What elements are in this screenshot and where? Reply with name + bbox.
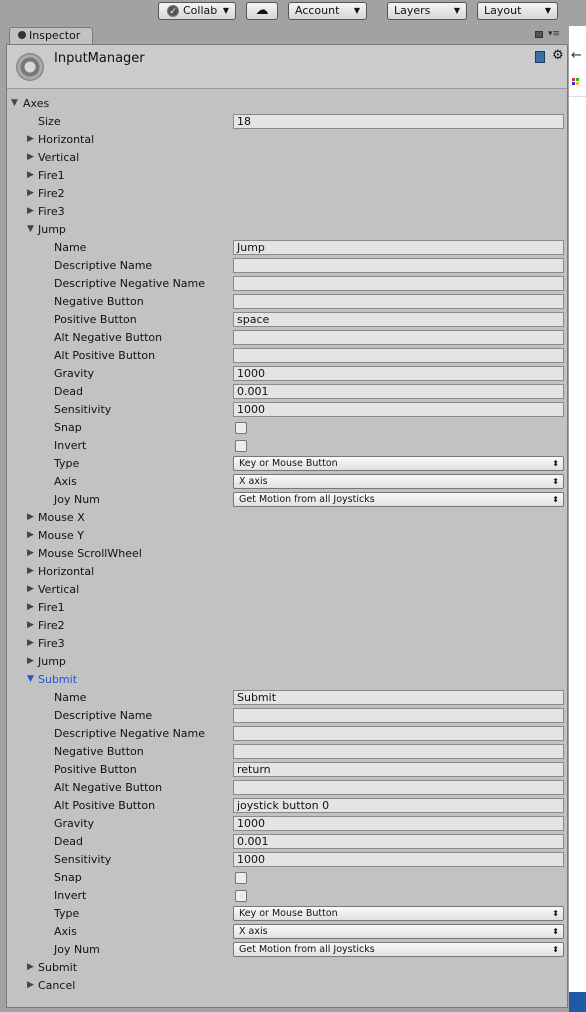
jump-joy-num-row bbox=[7, 491, 567, 509]
axis-item-label: Mouse X bbox=[38, 511, 85, 524]
jump-type-row bbox=[7, 455, 567, 473]
expanded-arrow-icon: ▼ bbox=[27, 224, 34, 234]
field-label: Descriptive Negative Name bbox=[54, 277, 206, 290]
submit-descriptive-negative-name-row bbox=[7, 725, 567, 743]
field-label: Alt Positive Button bbox=[54, 349, 156, 362]
collapsed-arrow-icon: ▶ bbox=[27, 620, 34, 630]
app-grid-icon-part bbox=[576, 82, 579, 85]
submit-invert-row bbox=[7, 887, 567, 905]
collapsed-arrow-icon: ▶ bbox=[27, 584, 34, 594]
submit-type-dropdown[interactable] bbox=[233, 906, 564, 921]
field-label: Snap bbox=[54, 421, 82, 434]
page-title: InputManager bbox=[54, 51, 145, 66]
dropdown-value: X axis bbox=[239, 926, 268, 937]
axis-item-vertical-2[interactable] bbox=[7, 581, 567, 599]
axis-item-label: Mouse Y bbox=[38, 529, 84, 542]
field-label: Descriptive Name bbox=[54, 259, 153, 272]
jump-descriptive-name-field[interactable] bbox=[233, 258, 564, 273]
collapsed-arrow-icon: ▶ bbox=[27, 962, 34, 972]
field-label: Dead bbox=[54, 835, 83, 848]
dropdown-value: Key or Mouse Button bbox=[239, 458, 338, 469]
axis-item-vertical[interactable] bbox=[7, 149, 567, 167]
submit-descriptive-negative-name-field[interactable] bbox=[233, 726, 564, 741]
jump-descriptive-name-row bbox=[7, 257, 567, 275]
axis-item-label: Horizontal bbox=[38, 133, 95, 146]
updown-icon: ⬍ bbox=[552, 459, 559, 468]
axis-item-label: Mouse ScrollWheel bbox=[38, 547, 142, 560]
jump-invert-row bbox=[7, 437, 567, 455]
tab-bar bbox=[0, 26, 586, 44]
axis-item-jump-2[interactable] bbox=[7, 653, 567, 671]
taskbar-edge bbox=[569, 992, 586, 1012]
field-label: Axis bbox=[54, 475, 77, 488]
field-label: Name bbox=[54, 691, 87, 704]
submit-axis-row bbox=[7, 923, 567, 941]
field-label: Negative Button bbox=[54, 745, 144, 758]
app-grid-icon bbox=[572, 78, 575, 81]
updown-icon: ⬍ bbox=[552, 477, 559, 486]
submit-name-row bbox=[7, 689, 567, 707]
adjacent-window-strip bbox=[569, 26, 586, 1012]
submit-joy-num-row bbox=[7, 941, 567, 959]
submit-gravity-field[interactable]: 1000 bbox=[233, 816, 564, 831]
submit-alt-negative-button-row bbox=[7, 779, 567, 797]
submit-joy-num-dropdown[interactable] bbox=[233, 942, 564, 957]
axis-item-label: Horizontal bbox=[38, 565, 95, 578]
chevron-down-icon: ▼ bbox=[453, 6, 460, 15]
jump-positive-button-field[interactable]: space bbox=[233, 312, 564, 327]
tab-menu-icon[interactable]: ▾≡ bbox=[548, 29, 561, 39]
tab-inspector-label: Inspector bbox=[29, 29, 81, 42]
axis-item-label: Cancel bbox=[38, 979, 76, 992]
submit-negative-button-row bbox=[7, 743, 567, 761]
axis-item-label: Jump bbox=[38, 655, 66, 668]
dropdown-value: Get Motion from all Joysticks bbox=[239, 494, 375, 505]
help-book-icon[interactable] bbox=[535, 51, 545, 63]
field-label: Name bbox=[54, 241, 87, 254]
submit-snap-checkbox[interactable] bbox=[235, 872, 247, 884]
axis-item-fire3-2[interactable] bbox=[7, 635, 567, 653]
field-label: Sensitivity bbox=[54, 403, 112, 416]
submit-type-row bbox=[7, 905, 567, 923]
jump-type-dropdown[interactable] bbox=[233, 456, 564, 471]
axes-label: Axes bbox=[23, 97, 50, 110]
submit-negative-button-field[interactable] bbox=[233, 744, 564, 759]
inspector-icon bbox=[18, 31, 26, 39]
jump-invert-checkbox[interactable] bbox=[235, 440, 247, 452]
field-label: Joy Num bbox=[54, 493, 100, 506]
axis-item-submit[interactable] bbox=[7, 671, 567, 689]
chevron-down-icon: ▼ bbox=[222, 6, 229, 15]
jump-axis-row bbox=[7, 473, 567, 491]
layers-dropdown[interactable] bbox=[387, 2, 467, 20]
size-row bbox=[7, 113, 567, 131]
input-manager-gear-icon bbox=[16, 53, 44, 81]
submit-dead-field[interactable]: 0.001 bbox=[233, 834, 564, 849]
field-label: Descriptive Negative Name bbox=[54, 727, 206, 740]
field-label: Joy Num bbox=[54, 943, 100, 956]
field-label: Alt Negative Button bbox=[54, 331, 163, 344]
field-label: Type bbox=[54, 907, 80, 920]
tab-inspector[interactable] bbox=[9, 27, 93, 44]
collab-check-icon: ✓ bbox=[167, 5, 179, 17]
axis-item-horizontal-2[interactable] bbox=[7, 563, 567, 581]
field-label: Axis bbox=[54, 925, 77, 938]
app-grid-icon-part bbox=[572, 82, 575, 85]
submit-positive-button-field[interactable]: return bbox=[233, 762, 564, 777]
jump-name-row bbox=[7, 239, 567, 257]
jump-positive-button-row bbox=[7, 311, 567, 329]
submit-snap-row bbox=[7, 869, 567, 887]
axis-item-mouse-y[interactable] bbox=[7, 527, 567, 545]
account-dropdown[interactable] bbox=[288, 2, 367, 20]
submit-sensitivity-field[interactable]: 1000 bbox=[233, 852, 564, 867]
collapsed-arrow-icon: ▶ bbox=[27, 134, 34, 144]
inspector-header bbox=[7, 45, 567, 89]
axis-item-mouse-x[interactable] bbox=[7, 509, 567, 527]
axis-item-label: Fire3 bbox=[38, 205, 65, 218]
submit-positive-button-row bbox=[7, 761, 567, 779]
axis-item-submit-2[interactable] bbox=[7, 959, 567, 977]
submit-gravity-row bbox=[7, 815, 567, 833]
collapsed-arrow-icon: ▶ bbox=[27, 980, 34, 990]
chevron-down-icon: ▼ bbox=[353, 6, 360, 15]
layout-dropdown[interactable] bbox=[477, 2, 558, 20]
updown-icon: ⬍ bbox=[552, 945, 559, 954]
jump-sensitivity-field[interactable]: 1000 bbox=[233, 402, 564, 417]
submit-sensitivity-row bbox=[7, 851, 567, 869]
axis-item-label: Submit bbox=[38, 961, 78, 974]
account-label: Account bbox=[295, 4, 340, 17]
chevron-down-icon: ▼ bbox=[544, 6, 551, 15]
expanded-arrow-icon: ▼ bbox=[27, 674, 34, 684]
axis-item-label: Fire1 bbox=[38, 169, 65, 182]
field-label: Alt Positive Button bbox=[54, 799, 156, 812]
submit-alt-negative-button-field[interactable] bbox=[233, 780, 564, 795]
field-label: Negative Button bbox=[54, 295, 144, 308]
axis-item-fire2[interactable] bbox=[7, 185, 567, 203]
top-toolbar bbox=[0, 0, 586, 24]
axis-item-label: Fire1 bbox=[38, 601, 65, 614]
axis-item-fire3[interactable] bbox=[7, 203, 567, 221]
dropdown-value: Get Motion from all Joysticks bbox=[239, 944, 375, 955]
jump-alt-positive-button-row bbox=[7, 347, 567, 365]
collapsed-arrow-icon: ▶ bbox=[27, 206, 34, 216]
axis-item-label: Vertical bbox=[38, 151, 80, 164]
jump-name-field[interactable]: Jump bbox=[233, 240, 564, 255]
collab-label: Collab bbox=[183, 4, 218, 17]
field-label: Gravity bbox=[54, 367, 95, 380]
collapsed-arrow-icon: ▶ bbox=[27, 602, 34, 612]
jump-sensitivity-row bbox=[7, 401, 567, 419]
expanded-arrow-icon: ▼ bbox=[11, 98, 18, 108]
collapsed-arrow-icon: ▶ bbox=[27, 170, 34, 180]
jump-negative-button-field[interactable] bbox=[233, 294, 564, 309]
collapsed-arrow-icon: ▶ bbox=[27, 512, 34, 522]
settings-gear-icon[interactable]: ⚙ bbox=[552, 48, 564, 63]
axis-item-cancel[interactable] bbox=[7, 977, 567, 995]
jump-dead-row bbox=[7, 383, 567, 401]
axis-item-fire2-2[interactable] bbox=[7, 617, 567, 635]
axis-item-label: Jump bbox=[38, 223, 66, 236]
app-grid-icon-part bbox=[576, 78, 579, 81]
cloud-button[interactable] bbox=[246, 2, 278, 20]
field-label: Sensitivity bbox=[54, 853, 112, 866]
back-arrow-icon[interactable]: ← bbox=[571, 48, 582, 63]
collapsed-arrow-icon: ▶ bbox=[27, 656, 34, 666]
layers-label: Layers bbox=[394, 4, 431, 17]
inspector-panel bbox=[6, 44, 568, 1008]
jump-alt-positive-button-field[interactable] bbox=[233, 348, 564, 363]
jump-descriptive-negative-name-field[interactable] bbox=[233, 276, 564, 291]
collapsed-arrow-icon: ▶ bbox=[27, 548, 34, 558]
submit-dead-row bbox=[7, 833, 567, 851]
collapsed-arrow-icon: ▶ bbox=[27, 530, 34, 540]
axis-item-fire1[interactable] bbox=[7, 167, 567, 185]
axis-item-label: Fire2 bbox=[38, 619, 65, 632]
submit-axis-dropdown[interactable] bbox=[233, 924, 564, 939]
axis-item-label: Submit bbox=[38, 673, 78, 686]
submit-alt-positive-button-field[interactable]: joystick button 0 bbox=[233, 798, 564, 813]
field-label: Positive Button bbox=[54, 763, 137, 776]
axis-item-mouse-scrollwheel[interactable] bbox=[7, 545, 567, 563]
axes-foldout[interactable] bbox=[7, 95, 567, 113]
updown-icon: ⬍ bbox=[552, 909, 559, 918]
axis-item-label: Vertical bbox=[38, 583, 80, 596]
jump-joy-num-dropdown[interactable] bbox=[233, 492, 564, 507]
field-label: Invert bbox=[54, 889, 87, 902]
divider bbox=[569, 96, 586, 97]
jump-snap-row bbox=[7, 419, 567, 437]
jump-axis-dropdown[interactable] bbox=[233, 474, 564, 489]
jump-alt-negative-button-field[interactable] bbox=[233, 330, 564, 345]
field-label: Type bbox=[54, 457, 80, 470]
collab-dropdown[interactable] bbox=[158, 2, 236, 20]
cloud-icon: ☁ bbox=[255, 3, 269, 18]
jump-dead-field[interactable]: 0.001 bbox=[233, 384, 564, 399]
field-label: Positive Button bbox=[54, 313, 137, 326]
jump-descriptive-negative-name-row bbox=[7, 275, 567, 293]
submit-descriptive-name-row bbox=[7, 707, 567, 725]
jump-gravity-field[interactable]: 1000 bbox=[233, 366, 564, 381]
collapsed-arrow-icon: ▶ bbox=[27, 188, 34, 198]
field-label: Invert bbox=[54, 439, 87, 452]
field-label: Snap bbox=[54, 871, 82, 884]
axis-item-horizontal[interactable] bbox=[7, 131, 567, 149]
size-label: Size bbox=[38, 115, 61, 128]
field-label: Gravity bbox=[54, 817, 95, 830]
submit-alt-positive-button-row bbox=[7, 797, 567, 815]
collapsed-arrow-icon: ▶ bbox=[27, 152, 34, 162]
lock-icon[interactable] bbox=[535, 31, 543, 38]
collapsed-arrow-icon: ▶ bbox=[27, 638, 34, 648]
jump-snap-checkbox[interactable] bbox=[235, 422, 247, 434]
submit-name-field[interactable]: Submit bbox=[233, 690, 564, 705]
dropdown-value: Key or Mouse Button bbox=[239, 908, 338, 919]
submit-descriptive-name-field[interactable] bbox=[233, 708, 564, 723]
collapsed-arrow-icon: ▶ bbox=[27, 566, 34, 576]
size-field[interactable]: 18 bbox=[233, 114, 564, 129]
layout-label: Layout bbox=[484, 4, 522, 17]
axis-item-fire1-2[interactable] bbox=[7, 599, 567, 617]
axis-item-jump[interactable] bbox=[7, 221, 567, 239]
submit-invert-checkbox[interactable] bbox=[235, 890, 247, 902]
jump-alt-negative-button-row bbox=[7, 329, 567, 347]
jump-gravity-row bbox=[7, 365, 567, 383]
jump-negative-button-row bbox=[7, 293, 567, 311]
dropdown-value: X axis bbox=[239, 476, 268, 487]
field-label: Alt Negative Button bbox=[54, 781, 163, 794]
updown-icon: ⬍ bbox=[552, 927, 559, 936]
axis-item-label: Fire2 bbox=[38, 187, 65, 200]
axis-item-label: Fire3 bbox=[38, 637, 65, 650]
field-label: Dead bbox=[54, 385, 83, 398]
field-label: Descriptive Name bbox=[54, 709, 153, 722]
updown-icon: ⬍ bbox=[552, 495, 559, 504]
